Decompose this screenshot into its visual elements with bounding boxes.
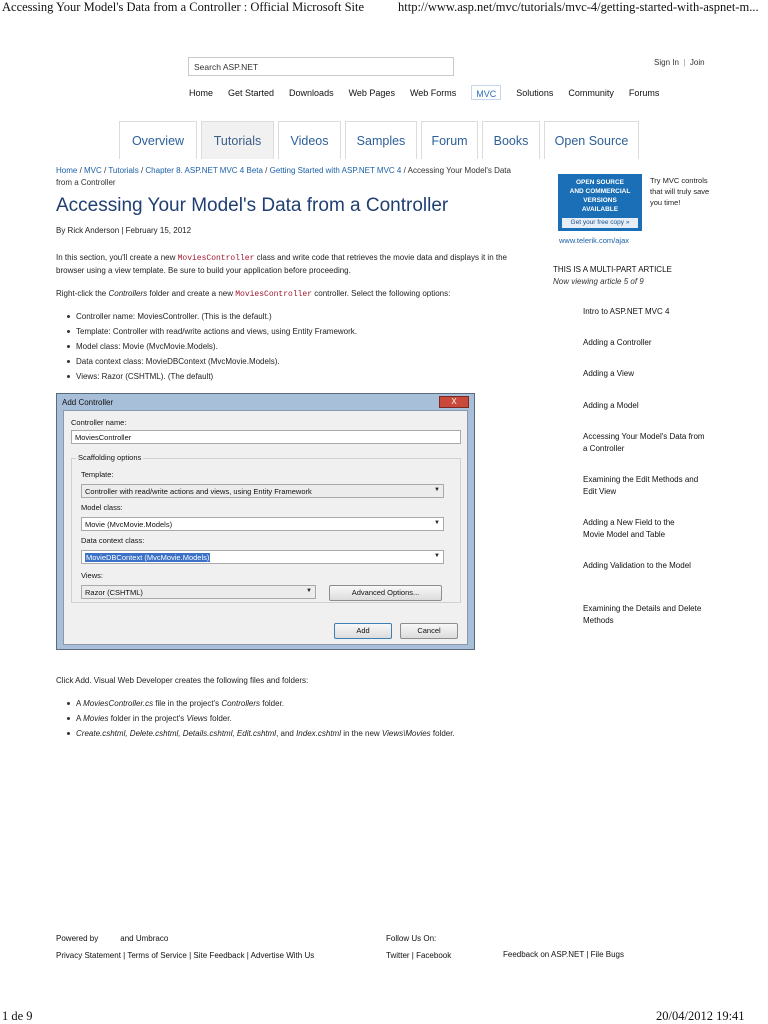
nav-solutions[interactable]: Solutions xyxy=(516,88,554,98)
series-item-7[interactable]: Adding a New Field to the Movie Model and Table xyxy=(583,518,675,539)
controller-name-input[interactable]: MoviesController xyxy=(71,430,461,444)
tab-forum[interactable]: Forum xyxy=(421,121,478,159)
instructions-paragraph: Right-click the Controllers folder and create a new MoviesController controller. Select the following options: xyxy=(56,289,451,299)
breadcrumb-getting-started[interactable]: Getting Started with ASP.NET MVC 4 xyxy=(269,166,402,175)
nav-forums[interactable]: Forums xyxy=(628,88,660,98)
cancel-button[interactable]: Cancel xyxy=(400,623,458,639)
terms-link[interactable]: Terms of Service xyxy=(127,951,187,960)
created-files-list xyxy=(66,696,516,741)
breadcrumb-current: Accessing Your Model's Data from a Controller xyxy=(56,166,511,187)
nav-mvc[interactable]: MVC xyxy=(471,85,501,100)
get-free-copy-button[interactable]: Get your free copy » xyxy=(562,218,638,228)
views-label: Views: xyxy=(81,571,103,580)
series-item-8[interactable]: Adding Validation to the Model xyxy=(583,561,691,570)
options-list xyxy=(66,309,506,384)
byline: By Rick Anderson | February 15, 2012 xyxy=(56,226,192,235)
search-input[interactable]: Search ASP.NET xyxy=(188,57,454,76)
intro-paragraph: In this section, you'll create a new MoviesController class and write code that retrieves the movie data and displays it in the browser using a view template. Be sure to build your application before proceeding. xyxy=(56,253,507,275)
series-item-3[interactable]: Adding a View xyxy=(583,369,634,378)
series-item-2[interactable]: Adding a Controller xyxy=(583,338,652,347)
print-page-number: 1 de 9 xyxy=(2,1009,33,1023)
feedback-link[interactable]: Feedback on ASP.NET xyxy=(503,950,585,959)
code-movies-controller: MoviesController xyxy=(177,254,255,263)
section-tabs xyxy=(119,121,643,159)
breadcrumb: Home / MVC / Tutorials / Chapter 8. ASP.NET MVC 4 Beta / Getting Started with ASP.NET MVC 4 / Accessing Your Model's Data from a Controller xyxy=(56,166,511,187)
breadcrumb-tutorials[interactable]: Tutorials xyxy=(108,166,139,175)
dialog-title: Add Controller xyxy=(62,398,114,407)
data-context-label: Data context class: xyxy=(81,536,145,545)
model-class-select[interactable]: Movie (MvcMovie.Models) ▼ xyxy=(81,517,444,531)
template-select[interactable]: Controller with read/write actions and views, using Entity Framework ▼ xyxy=(81,484,444,498)
breadcrumb-home[interactable]: Home xyxy=(56,166,78,175)
breadcrumb-chapter[interactable]: Chapter 8. ASP.NET MVC 4 Beta xyxy=(145,166,263,175)
series-item-5-current: Accessing Your Model's Data from a Controller xyxy=(583,432,705,453)
feedback-links: Feedback on ASP.NET | File Bugs xyxy=(503,950,624,959)
tab-videos[interactable]: Videos xyxy=(278,121,341,159)
ad-description: Try MVC controls that will truly save you time! xyxy=(650,176,710,207)
file-bugs-link[interactable]: File Bugs xyxy=(590,950,624,959)
list-item: A Movies folder in the project's Views folder. xyxy=(66,711,516,726)
breadcrumb-mvc[interactable]: MVC xyxy=(84,166,102,175)
scaffolding-label: Scaffolding options xyxy=(78,453,142,462)
list-item: Template: Controller with read/write actions and views, using Entity Framework. xyxy=(66,324,506,339)
powered-by: Powered by and Umbraco xyxy=(56,934,169,943)
nav-home[interactable]: Home xyxy=(189,88,214,98)
dialog-body xyxy=(63,410,468,645)
add-controller-dialog xyxy=(56,393,475,650)
add-button[interactable]: Add xyxy=(334,623,392,639)
controller-name-label: Controller name: xyxy=(71,418,127,427)
tab-books[interactable]: Books xyxy=(482,121,540,159)
list-item: Views: Razor (CSHTML). (The default) xyxy=(66,369,506,384)
model-class-label: Model class: xyxy=(81,503,123,512)
nav-community[interactable]: Community xyxy=(568,88,614,98)
click-add-paragraph: Click Add. Visual Web Developer creates the following files and folders: xyxy=(56,676,309,685)
account-links: Sign In | Join xyxy=(654,58,705,67)
site-feedback-link[interactable]: Site Feedback xyxy=(193,951,245,960)
nav-get-started[interactable]: Get Started xyxy=(228,88,275,98)
data-context-select[interactable]: MovieDBContext (MvcMovie.Models) ▼ xyxy=(81,550,444,564)
top-navigation xyxy=(189,88,674,100)
tab-open-source[interactable]: Open Source xyxy=(544,121,639,159)
advanced-options-button[interactable]: Advanced Options... xyxy=(329,585,442,601)
series-item-4[interactable]: Adding a Model xyxy=(583,401,639,410)
twitter-link[interactable]: Twitter xyxy=(386,951,410,960)
list-item: Model class: Movie (MvcMovie.Models). xyxy=(66,339,506,354)
telerik-ad-banner[interactable]: OPEN SOURCE AND COMMERCIAL VERSIONS AVAILABLE Get your free copy » xyxy=(558,174,642,231)
multipart-heading: THIS IS A MULTI-PART ARTICLE xyxy=(553,265,672,274)
list-item: A MoviesController.cs file in the project's Controllers folder. xyxy=(66,696,516,711)
tab-tutorials[interactable]: Tutorials xyxy=(201,121,274,159)
tab-samples[interactable]: Samples xyxy=(345,121,417,159)
nav-web-pages[interactable]: Web Pages xyxy=(348,88,395,98)
privacy-link[interactable]: Privacy Statement xyxy=(56,951,121,960)
list-item: Create.cshtml, Delete.cshtml, Details.cshtml, Edit.cshtml, and Index.cshtml in the new Views\Movies folder. xyxy=(66,726,516,741)
footer-links: Privacy Statement | Terms of Service | Site Feedback | Advertise With Us xyxy=(56,951,315,960)
nav-downloads[interactable]: Downloads xyxy=(289,88,334,98)
join-link[interactable]: Join xyxy=(689,58,705,67)
multipart-progress: Now viewing article 5 of 9 xyxy=(553,277,644,286)
ad-url-link[interactable]: www.telerik.com/ajax xyxy=(559,236,630,245)
print-page-title: Accessing Your Model's Data from a Controller : Official Microsoft Site xyxy=(2,0,365,14)
list-item: Data context class: MovieDBContext (MvcMovie.Models). xyxy=(66,354,506,369)
tab-overview[interactable]: Overview xyxy=(119,121,197,159)
print-url: http://www.asp.net/mvc/tutorials/mvc-4/getting-started-with-aspnet-m... xyxy=(398,0,759,14)
follow-us-label: Follow Us On: xyxy=(386,934,437,943)
social-links: Twitter | Facebook xyxy=(386,951,452,960)
nav-web-forms[interactable]: Web Forms xyxy=(409,88,457,98)
print-datetime: 20/04/2012 19:41 xyxy=(656,1009,745,1023)
list-item: Controller name: MoviesController. (This is the default.) xyxy=(66,309,506,324)
views-select[interactable]: Razor (CSHTML) ▼ xyxy=(81,585,316,599)
facebook-link[interactable]: Facebook xyxy=(416,951,452,960)
series-item-6[interactable]: Examining the Edit Methods and Edit View xyxy=(583,475,699,496)
template-label: Template: xyxy=(81,470,114,479)
series-item-9[interactable]: Examining the Details and Delete Methods xyxy=(583,604,702,625)
series-item-1[interactable]: Intro to ASP.NET MVC 4 xyxy=(583,307,670,316)
advertise-link[interactable]: Advertise With Us xyxy=(250,951,315,960)
sign-in-link[interactable]: Sign In xyxy=(654,58,679,67)
close-icon[interactable]: X xyxy=(439,396,469,408)
page-title: Accessing Your Model's Data from a Controller xyxy=(56,195,449,216)
